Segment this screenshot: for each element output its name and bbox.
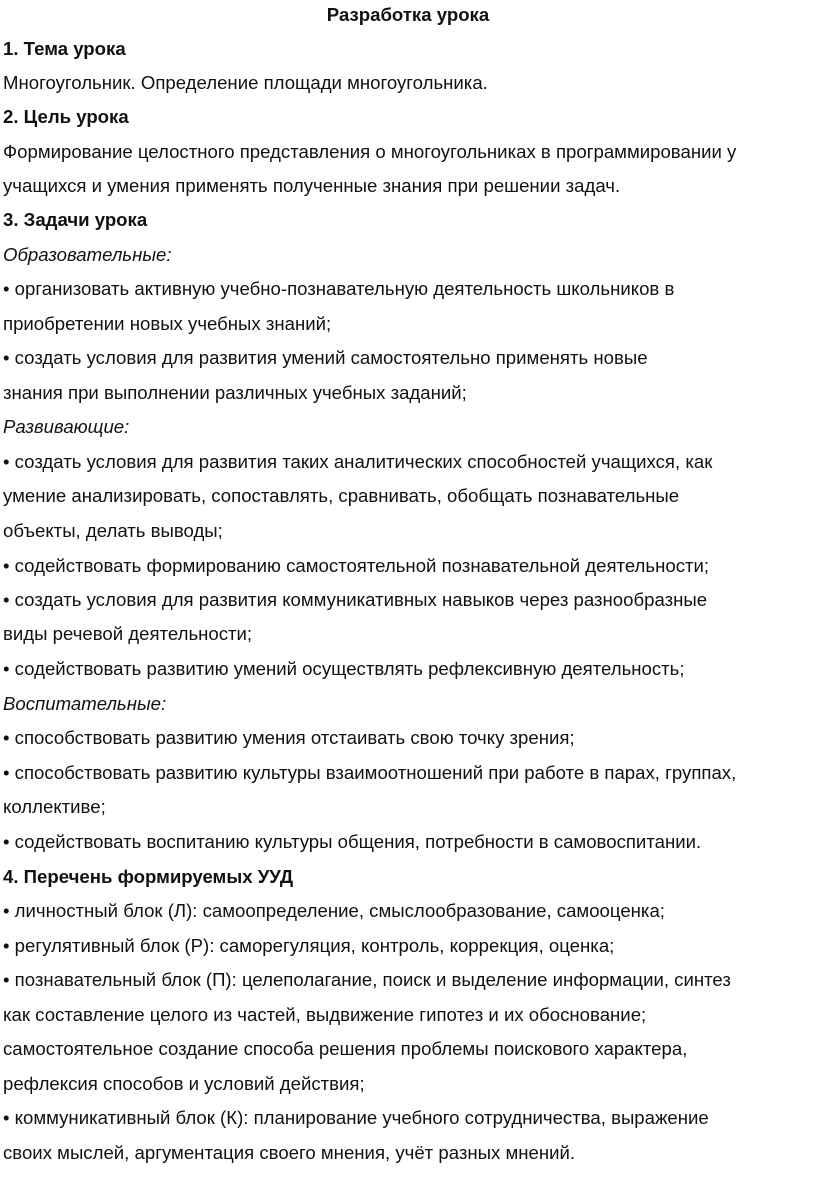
- list-item-line: самостоятельное создание способа решения проблемы поискового характера,: [3, 1038, 688, 1059]
- list-item-line: виды речевой деятельности;: [3, 623, 253, 644]
- list-item-line: • регулятивный блок (Р): саморегуляция, контроль, коррекция, оценка;: [3, 935, 615, 956]
- section-heading-topic: 1. Тема урока: [3, 38, 126, 59]
- list-item-line: своих мыслей, аргументация своего мнения, учёт разных мнений.: [3, 1142, 576, 1163]
- subheading-educational: Образовательные:: [3, 244, 172, 265]
- subheading-upbringing: Воспитательные:: [3, 693, 167, 714]
- list-item-line: умение анализировать, сопоставлять, сравнивать, обобщать познавательные: [3, 485, 680, 506]
- list-item-line: • способствовать развитию умения отстаивать свою точку зрения;: [3, 727, 575, 748]
- list-item-line: рефлексия способов и условий действия;: [3, 1073, 365, 1094]
- paragraph-line: Многоугольник. Определение площади многоугольника.: [3, 72, 488, 93]
- paragraph-line: учащихся и умения применять полученные знания при решении задач.: [3, 175, 621, 196]
- section-heading-goal: 2. Цель урока: [3, 106, 129, 127]
- list-item-line: • способствовать развитию культуры взаимоотношений при работе в парах, группах,: [3, 762, 737, 783]
- list-item-line: коллективе;: [3, 796, 106, 817]
- list-item-line: • содействовать воспитанию культуры общения, потребности в самовоспитании.: [3, 831, 702, 852]
- list-item-line: • создать условия для развития коммуникативных навыков через разнообразные: [3, 589, 708, 610]
- list-item-line: • познавательный блок (П): целеполагание, поиск и выделение информации, синтез: [3, 969, 731, 990]
- list-item-line: • личностный блок (Л): самоопределение, смыслообразование, самооценка;: [3, 900, 665, 921]
- list-item-line: как составление целого из частей, выдвижение гипотез и их обоснование;: [3, 1004, 647, 1025]
- document-title: Разработка урока: [326, 4, 490, 25]
- list-item-line: приобретении новых учебных знаний;: [3, 313, 332, 334]
- list-item-line: • содействовать формированию самостоятельной познавательной деятельности;: [3, 555, 710, 576]
- list-item-line: • создать условия для развития умений самостоятельно применять новые: [3, 347, 648, 368]
- subheading-developing: Развивающие:: [3, 416, 130, 437]
- section-heading-tasks: 3. Задачи урока: [3, 209, 148, 230]
- list-item-line: • организовать активную учебно-познавательную деятельность школьников в: [3, 278, 675, 299]
- list-item-line: объекты, делать выводы;: [3, 520, 223, 541]
- list-item-line: • коммуникативный блок (К): планирование учебного сотрудничества, выражение: [3, 1107, 709, 1128]
- list-item-line: • содействовать развитию умений осуществлять рефлексивную деятельность;: [3, 658, 685, 679]
- list-item-line: • создать условия для развития таких аналитических способностей учащихся, как: [3, 451, 713, 472]
- list-item-line: знания при выполнении различных учебных заданий;: [3, 382, 467, 403]
- paragraph-line: Формирование целостного представления о многоугольниках в программировании у: [3, 141, 737, 162]
- section-heading-uud: 4. Перечень формируемых УУД: [3, 866, 294, 887]
